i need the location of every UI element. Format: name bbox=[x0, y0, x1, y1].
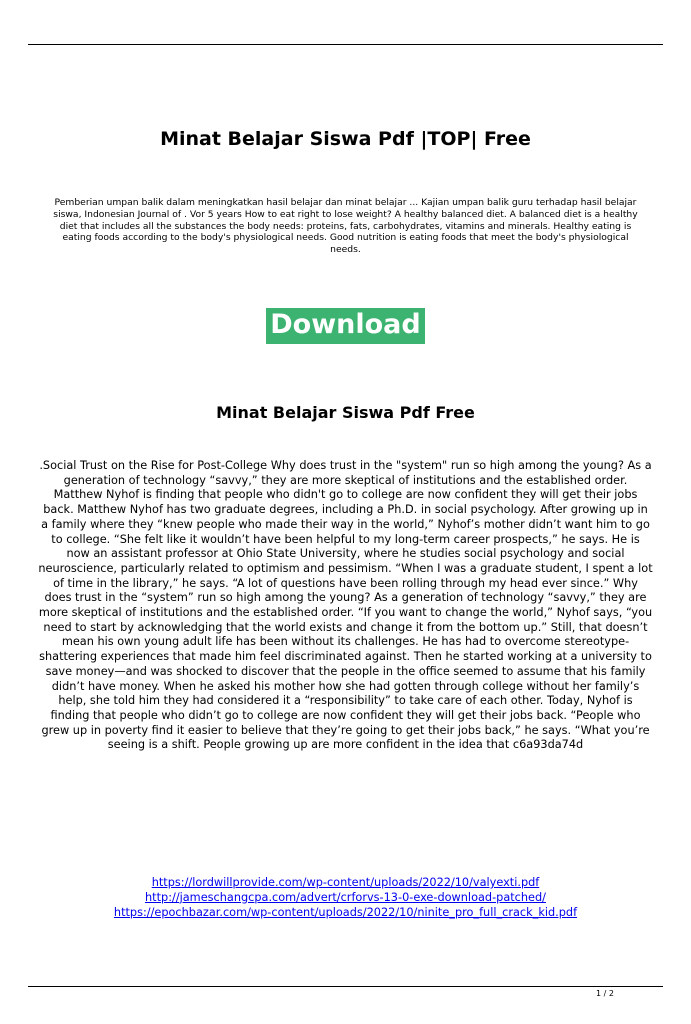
page-title: Minat Belajar Siswa Pdf |TOP| Free bbox=[160, 128, 531, 150]
download-area bbox=[0, 308, 691, 344]
body-paragraph: .Social Trust on the Rise for Post-College Why does trust in the "system" run so high among the young? As a generation of technology “savvy,” they are more skeptical of institutions and the established order. Matthew Nyhof is finding that people who didn't go to college are now confident they will get their jobs back. Matthew Nyhof has two graduate degrees, including a Ph.D. in social psychology. After growing up in a family where they “knew people who made their way in the world,” Nyhof’s mother didn’t want him to go to college. “She felt like it wouldn’t have been helpful to my long-term career prospects,” he says. He is now an assistant professor at Ohio State University, where he studies social psychology and social neuroscience, particularly related to optimism and pessimism. “When I was a graduate student, I spent a lot of time in the library,” he says. “A lot of questions have been rolling through my head ever since.” Why does trust in the “system” run so high among the young? As a generation of technology “savvy,” they are more skeptical of institutions and the established order. “If you want to change the world,” Nyhof says, “you need to start by acknowledging that the world exists and change it from the bottom up.” Still, that doesn’t mean his own young adult life has been without its challenges. He has had to overcome stereotype-shattering experiences that made him feel discriminated against. Then he started working at a university to save money—and was shocked to discover that the people in the office seemed to assume that his family didn’t have money. When he asked his mother how she had gotten through college without her family’s help, she told him they had considered it a “responsibility” to take care of each other. Today, Nyhof is finding that people who didn’t go to college are now confident they will get their jobs back. “People who grew up in poverty find it easier to believe that they’re going to get their jobs back,” he says. “What you’re seeing is a shift. People growing up are more confident in the idea that c6a93da74d bbox=[38, 459, 653, 752]
intro-paragraph: Pemberian umpan balik dalam meningkatkan hasil belajar dan minat belajar ... Kajian umpan balik guru terhadap hasil belajar siswa, Indonesian Journal of . Vor 5 years How to eat right to lose weight? A healthy balanced diet. A balanced diet is a healthy diet that includes all the substances the body needs: proteins, fats, carbohydrates, vitamins and minerals. Healthy eating is eating foods according to the body's physiological needs. Good nutrition is eating foods that meet the body's physiological needs. bbox=[53, 197, 638, 256]
bottom-rule bbox=[28, 986, 663, 987]
section-heading: Minat Belajar Siswa Pdf Free bbox=[216, 403, 475, 422]
link-3[interactable]: https://epochbazar.com/wp-content/uploads/2022/10/ninite_pro_full_crack_kid.pdf bbox=[113, 905, 578, 919]
link-list bbox=[40, 876, 651, 920]
page-indicator: 1 / 2 bbox=[596, 989, 614, 998]
link-1[interactable]: https://lordwillprovide.com/wp-content/uploads/2022/10/valyexti.pdf bbox=[151, 876, 540, 889]
download-button[interactable]: Download bbox=[266, 308, 424, 344]
link-2[interactable]: http://jameschangcpa.com/advert/crforvs-13-0-exe-download-patched/ bbox=[145, 890, 546, 904]
top-rule bbox=[28, 44, 663, 45]
